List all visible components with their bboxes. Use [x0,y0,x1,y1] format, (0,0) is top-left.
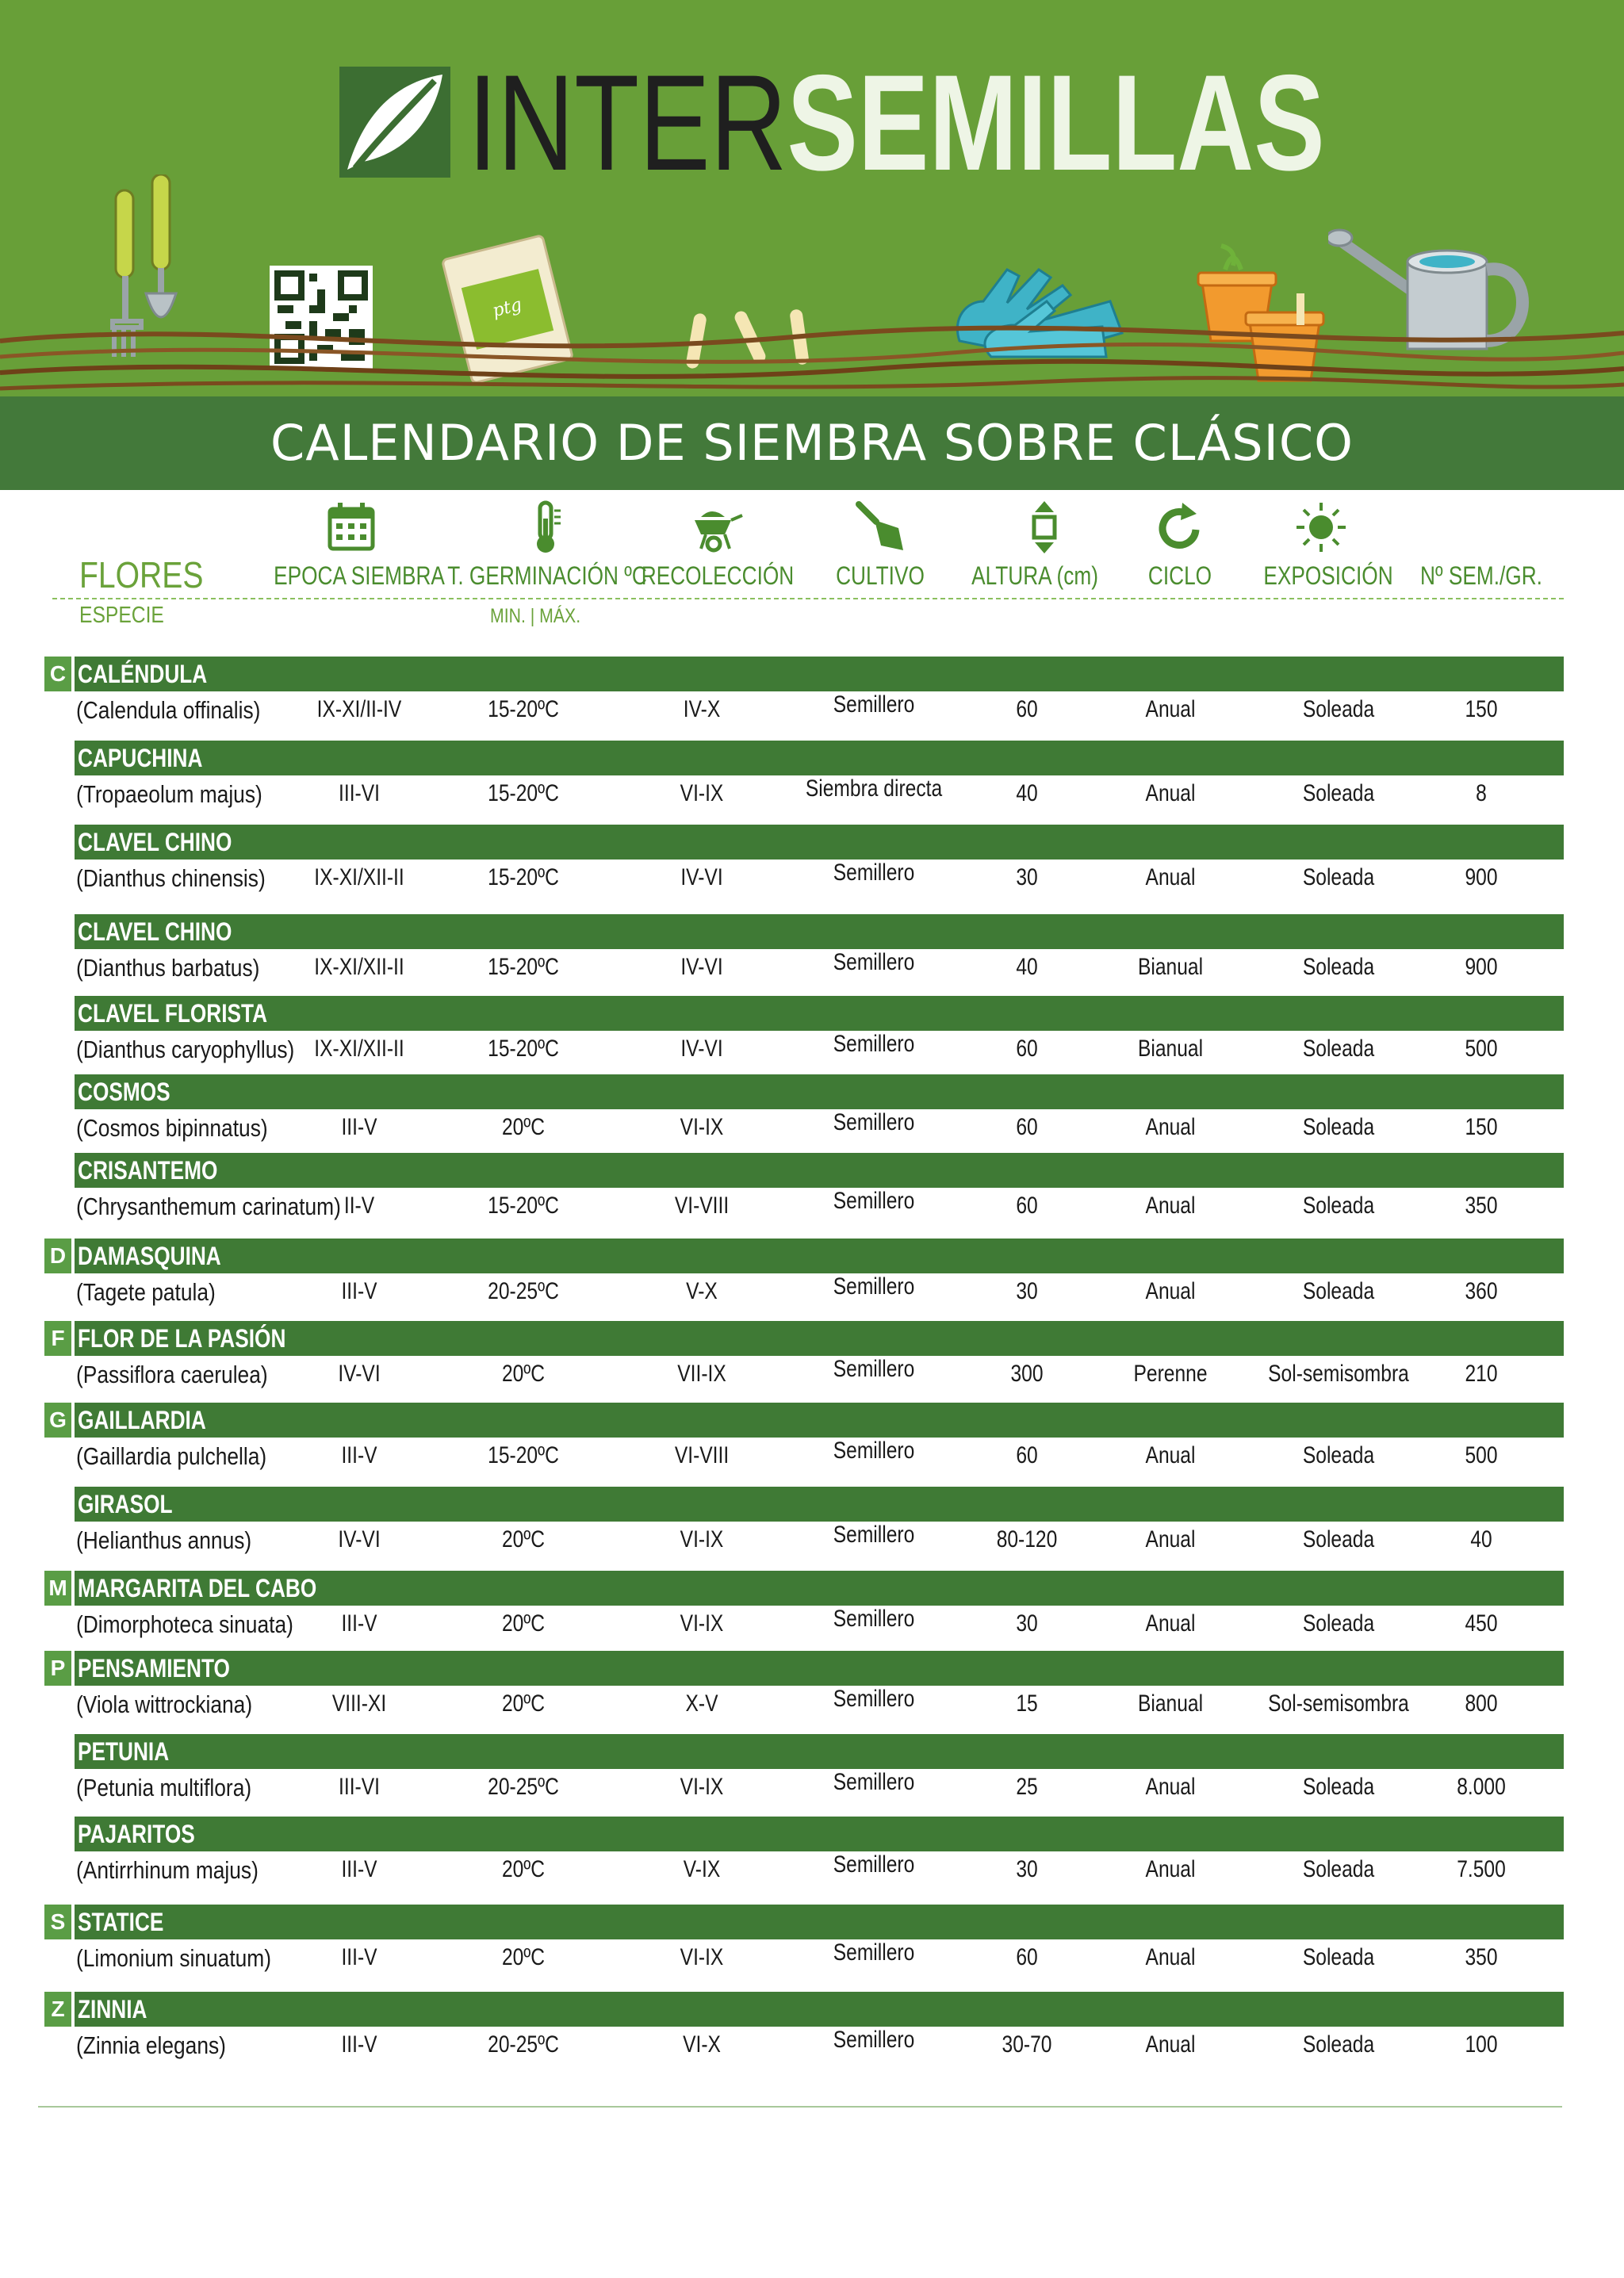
cell-expo: Soleada [1302,1610,1375,1637]
cell-sem: 150 [1465,696,1498,722]
cell-expo: Soleada [1302,1036,1375,1062]
cell-sem: 350 [1465,1193,1498,1219]
cell-ciclo: Bianual [1137,1690,1204,1717]
species-common-name: CLAVEL CHINO [78,828,232,856]
cell-recol: IV-VI [680,864,723,890]
cell-temp: 15-20ºC [488,780,559,806]
cell-temp: 20ºC [501,1610,546,1637]
brand-part-inter: INTER [468,47,787,199]
cell-sem: 450 [1465,1610,1498,1637]
cell-ciclo: Anual [1145,780,1196,806]
cell-cultivo: Semillero [833,1438,915,1464]
cell-recol: VI-IX [680,1774,724,1800]
wheelbarrow-icon [690,500,745,555]
cell-sem: 800 [1465,1690,1498,1717]
cell-cultivo: Semillero [833,1769,915,1795]
cell-expo: Sol-semisombra [1268,1361,1409,1387]
species-scientific-name: (Tagete patula) [76,1278,216,1306]
cell-temp: 20ºC [501,1690,546,1717]
species-scientific-name: (Petunia multiflora) [76,1774,252,1801]
thermometer-icon [518,500,573,555]
cell-ciclo: Anual [1145,1278,1196,1304]
cell-recol: VI-IX [680,1114,724,1140]
cell-sem: 500 [1465,1442,1498,1468]
leaf-logo-icon [339,67,450,178]
cell-epoca: III-V [341,1278,377,1304]
col-header-altura: ALTURA (cm) [971,561,1098,590]
species-scientific-name: (Dimorphoteca sinuata) [76,1610,293,1638]
species-scientific-name: (Cosmos bipinnatus) [76,1114,268,1142]
cell-expo: Soleada [1302,1856,1375,1882]
cell-altura: 30 [1016,1856,1038,1882]
cell-temp: 20-25ºC [488,1774,559,1800]
species-scientific-name: (Dianthus caryophyllus) [76,1036,295,1063]
cell-temp: 15-20ºC [488,954,559,980]
cell-recol: VI-IX [680,1526,724,1552]
cell-altura: 80-120 [996,1526,1058,1552]
cell-sem: 500 [1465,1036,1498,1062]
col-header-temp: T. GERMINACIÓN ºC [447,561,647,590]
cell-cultivo: Semillero [833,1522,915,1548]
species-common-name: PENSAMIENTO [78,1654,230,1683]
cell-recol: VII-IX [677,1361,726,1387]
cell-ciclo: Bianual [1137,954,1204,980]
cell-temp: 15-20ºC [488,1442,559,1468]
temp-minmax-sublabel: MIN. | MÁX. [490,605,581,627]
cell-epoca: VIII-XI [331,1690,387,1717]
column-icons-row [0,500,1624,563]
cell-ciclo: Bianual [1137,1036,1204,1062]
cell-altura: 30 [1016,1610,1038,1637]
cell-recol: V-X [686,1278,718,1304]
cell-epoca: IX-XI/XII-II [314,954,404,980]
col-header-recoleccion: RECOLECCIÓN [641,561,795,590]
cell-epoca: III-V [341,2031,377,2058]
cell-cultivo: Semillero [833,691,915,718]
cell-cultivo: Siembra directa [805,775,943,802]
species-common-name: MARGARITA DEL CABO [78,1574,317,1602]
species-header-bar [75,825,1564,860]
cell-ciclo: Anual [1145,1944,1196,1970]
cell-cultivo: Semillero [833,1606,915,1632]
cell-epoca: IX-XI/XII-II [314,1036,404,1062]
sun-icon [1293,500,1349,555]
cell-epoca: III-V [341,1944,377,1970]
cell-expo: Soleada [1302,1774,1375,1800]
cell-temp: 15-20ºC [488,864,559,890]
cell-altura: 60 [1016,1944,1038,1970]
brand-part-semillas: SEMILLAS [787,47,1325,199]
footer-divider [38,2106,1562,2108]
cell-expo: Sol-semisombra [1268,1690,1409,1717]
soil-lines-decoration [0,309,1624,396]
section-label: FLORES [79,554,204,595]
cell-sem: 360 [1465,1278,1498,1304]
cell-recol: IV-VI [680,954,723,980]
cell-epoca: III-V [341,1856,377,1882]
cell-cultivo: Semillero [833,1273,915,1300]
cell-altura: 15 [1016,1690,1038,1717]
cell-expo: Soleada [1302,1278,1375,1304]
species-header-bar [75,1651,1564,1686]
species-common-name: CALÉNDULA [78,660,208,688]
species-scientific-name: (Calendula offinalis) [76,696,261,724]
cell-temp: 15-20ºC [488,1193,559,1219]
col-header-semillas: Nº SEM./GR. [1420,561,1542,590]
cell-sem: 350 [1465,1944,1498,1970]
cell-expo: Soleada [1302,864,1375,890]
cell-altura: 40 [1016,780,1038,806]
cell-cultivo: Semillero [833,1939,915,1966]
cell-expo: Soleada [1302,1526,1375,1552]
cell-cultivo: Semillero [833,1188,915,1214]
cell-expo: Soleada [1302,696,1375,722]
alpha-index-letter: C [44,657,71,691]
species-scientific-name: (Viola wittrockiana) [76,1690,253,1718]
col-header-exposicion: EXPOSICIÓN [1263,561,1393,590]
cell-sem: 900 [1465,864,1498,890]
cycle-arrow-icon [1152,500,1208,555]
species-header-bar [75,1992,1564,2027]
trowel-icon [852,500,908,555]
cell-ciclo: Anual [1145,1610,1196,1637]
col-header-ciclo: CICLO [1147,561,1212,590]
cell-altura: 25 [1016,1774,1038,1800]
species-header-bar [75,1239,1564,1273]
cell-sem: 100 [1465,2031,1498,2058]
cell-epoca: IV-VI [338,1361,381,1387]
alpha-index-letter: F [44,1321,71,1356]
species-scientific-name: (Gaillardia pulchella) [76,1442,267,1470]
cell-epoca: IX-XI/II-IV [316,696,402,722]
species-common-name: CLAVEL FLORISTA [78,999,268,1028]
species-common-name: STATICE [78,1908,164,1936]
cell-expo: Soleada [1302,1114,1375,1140]
cell-epoca: III-VI [339,1774,380,1800]
calendar-icon [324,500,379,555]
species-header-bar [75,914,1564,949]
cell-temp: 20ºC [501,1526,546,1552]
cell-sem: 8.000 [1457,1774,1506,1800]
cell-recol: VI-X [683,2031,721,2058]
alpha-index-letter: M [44,1571,71,1606]
cell-expo: Soleada [1302,1442,1375,1468]
cell-ciclo: Anual [1145,2031,1196,2058]
species-header-bar [75,1321,1564,1356]
cell-epoca: IX-XI/XII-II [314,864,404,890]
species-common-name: COSMOS [78,1078,170,1106]
cell-expo: Soleada [1302,1944,1375,1970]
species-common-name: GIRASOL [78,1490,173,1518]
cell-epoca: III-V [341,1610,377,1637]
svg-text:ptg: ptg [490,294,524,322]
cell-cultivo: Semillero [833,1109,915,1135]
cell-sem: 7.500 [1457,1856,1506,1882]
cell-expo: Soleada [1302,954,1375,980]
species-scientific-name: (Tropaeolum majus) [76,780,262,808]
species-common-name: GAILLARDIA [78,1406,206,1434]
cell-altura: 300 [1010,1361,1044,1387]
species-header-bar [75,1074,1564,1109]
species-header-bar [75,657,1564,691]
cell-ciclo: Anual [1145,696,1196,722]
cell-recol: IV-VI [680,1036,723,1062]
cell-altura: 60 [1016,1036,1038,1062]
cell-recol: VI-IX [680,1944,724,1970]
species-header-bar [75,996,1564,1031]
species-scientific-name: (Dianthus barbatus) [76,954,260,982]
cell-recol: VI-VIII [674,1442,730,1468]
cell-temp: 20ºC [501,1361,546,1387]
species-common-name: PETUNIA [78,1737,170,1766]
species-scientific-name: (Zinnia elegans) [76,2031,226,2059]
cell-cultivo: Semillero [833,2027,915,2053]
title-band [0,396,1624,490]
page-title: CALENDARIO DE SIEMBRA SOBRE CLÁSICO [270,414,1354,472]
alpha-index-letter: S [44,1905,71,1939]
cell-expo: Soleada [1302,2031,1375,2058]
cell-recol: VI-IX [680,780,724,806]
header-divider [52,598,1564,599]
cell-temp: 15-20ºC [488,696,559,722]
cell-recol: X-V [685,1690,718,1717]
cell-epoca: III-VI [339,780,380,806]
cell-cultivo: Semillero [833,1031,915,1057]
alpha-index-letter: P [44,1651,71,1686]
cell-epoca: IV-VI [338,1526,381,1552]
cell-altura: 60 [1016,696,1038,722]
cell-temp: 20ºC [501,1944,546,1970]
alpha-index-letter: G [44,1403,71,1438]
height-arrows-icon [1017,500,1072,555]
species-common-name: DAMASQUINA [78,1242,221,1270]
cell-altura: 30 [1016,864,1038,890]
species-common-name: PAJARITOS [78,1820,195,1848]
species-scientific-name: (Antirrhinum majus) [76,1856,259,1884]
species-scientific-name: (Chrysanthemum carinatum) [76,1193,341,1220]
cell-temp: 20ºC [501,1856,546,1882]
species-header-bar [75,741,1564,775]
cell-sem: 8 [1476,780,1487,806]
species-common-name: ZINNIA [78,1995,147,2023]
col-header-epoca: EPOCA SIEMBRA [274,561,445,590]
cell-cultivo: Semillero [833,1686,915,1712]
cell-epoca: II-V [343,1193,375,1219]
cell-ciclo: Anual [1145,864,1196,890]
cell-ciclo: Anual [1145,1442,1196,1468]
cell-cultivo: Semillero [833,949,915,975]
cell-altura: 60 [1016,1442,1038,1468]
species-header-bar [75,1487,1564,1522]
cell-cultivo: Semillero [833,1356,915,1382]
cell-altura: 30-70 [1002,2031,1052,2058]
species-sublabel: ESPECIE [79,603,164,628]
cell-temp: 20-25ºC [488,2031,559,2058]
cell-sem: 40 [1470,1526,1492,1552]
species-header-bar [75,1817,1564,1851]
species-common-name: CLAVEL CHINO [78,917,232,946]
cell-altura: 30 [1016,1278,1038,1304]
species-scientific-name: (Helianthus annus) [76,1526,252,1554]
cell-sem: 150 [1465,1114,1498,1140]
col-header-cultivo: CULTIVO [836,561,925,590]
cell-sem: 210 [1465,1361,1498,1387]
species-common-name: FLOR DE LA PASIÓN [78,1324,286,1353]
cell-ciclo: Anual [1145,1774,1196,1800]
header-banner [0,0,1624,396]
species-header-bar [75,1734,1564,1769]
cell-temp: 20ºC [501,1114,546,1140]
cell-ciclo: Anual [1145,1193,1196,1219]
cell-altura: 40 [1016,954,1038,980]
cell-altura: 60 [1016,1193,1038,1219]
species-scientific-name: (Passiflora caerulea) [76,1361,268,1388]
cell-cultivo: Semillero [833,860,915,886]
cell-recol: V-IX [683,1856,721,1882]
cell-epoca: III-V [341,1442,377,1468]
cell-recol: IV-X [683,696,721,722]
alpha-index-letter: D [44,1239,71,1273]
cell-temp: 15-20ºC [488,1036,559,1062]
species-header-bar [75,1905,1564,1939]
cell-ciclo: Anual [1145,1114,1196,1140]
species-header-bar [75,1571,1564,1606]
cell-recol: VI-VIII [674,1193,730,1219]
cell-cultivo: Semillero [833,1851,915,1878]
species-common-name: CAPUCHINA [78,744,203,772]
cell-temp: 20-25ºC [488,1278,559,1304]
cell-ciclo: Anual [1145,1856,1196,1882]
cell-epoca: III-V [341,1114,377,1140]
species-header-bar [75,1153,1564,1188]
cell-recol: VI-IX [680,1610,724,1637]
alpha-index-letter: Z [44,1992,71,2027]
cell-sem: 900 [1465,954,1498,980]
species-scientific-name: (Dianthus chinensis) [76,864,266,892]
cell-ciclo: Perenne [1133,1361,1208,1387]
cell-altura: 60 [1016,1114,1038,1140]
brand-wordmark [468,47,1325,199]
species-header-bar [75,1403,1564,1438]
cell-ciclo: Anual [1145,1526,1196,1552]
cell-expo: Soleada [1302,780,1375,806]
species-common-name: CRISANTEMO [78,1156,218,1185]
cell-expo: Soleada [1302,1193,1375,1219]
species-scientific-name: (Limonium sinuatum) [76,1944,272,1972]
